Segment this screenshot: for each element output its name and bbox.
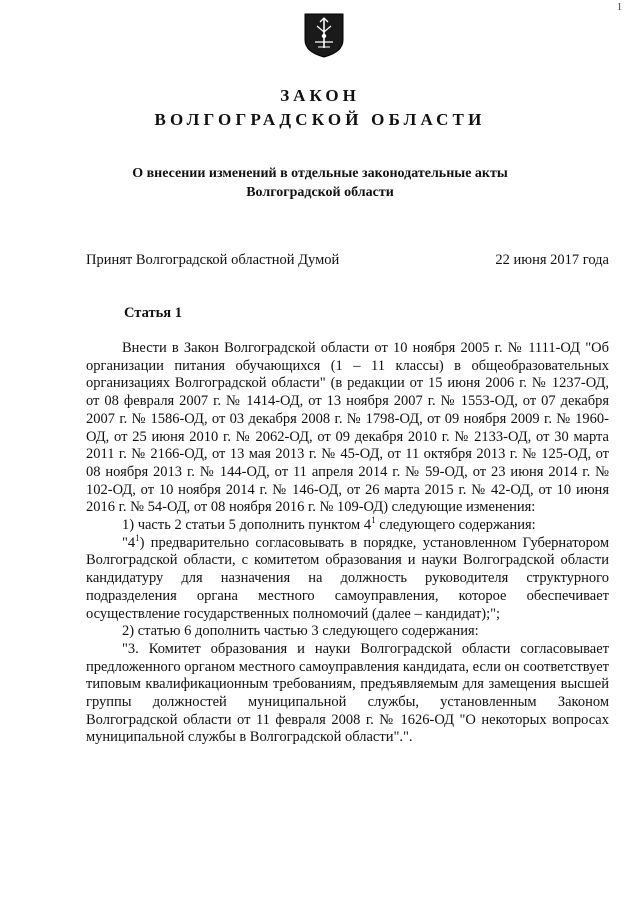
article-intro: Внести в Закон Волгоградской области от 10 ноября 2005 г. № 1111-ОД "Об организации питания обучающихся (1 – 11 классы) в общеобразовательных организациях Волгоградской области" (в редакции от 15 июня 2006 г. № 1237-ОД, от 08 февраля 2007 г. № 1414-ОД, от 13 ноября 2007 г. № 1553-ОД, от 07 декабря 2007 г. № 1586-ОД, от 03 декабря 2008 г. № 1798-ОД, от 09 ноября 2009 г. № 1960-ОД, от 25 июня 2010 г. № 2062-ОД, от 09 декабря 2010 г. № 2133-ОД, от 30 марта 2011 г. № 2166-ОД, от 13 мая 2013 г. № 45-ОД, от 11 октября 2013 г. № 125-ОД, от 08 ноября 2013 г. № 144-ОД, от 11 апреля 2014 г. № 59-ОД, от 23 июня 2014 г. № 102-ОД, от 10 ноября 2014 г. № 146-ОД, от 26 марта 2015 г. № 42-ОД, от 10 июня 2016 г. № 54-ОД, от 08 ноября 2016 г. № 109-ОД) следующие изменения: [86, 340, 609, 516]
amendment-quote-1 [86, 532, 609, 624]
subtitle-line: О внесении изменений в отдельные законодательные акты [132, 166, 508, 181]
superscript: 1 [371, 515, 376, 526]
law-subtitle [80, 164, 560, 202]
amendment-item-2: 2) статью 6 дополнить частью 3 следующего содержания: [122, 623, 479, 640]
article-heading: Статья 1 [124, 305, 182, 321]
adoption-date: 22 июня 2017 года [495, 252, 609, 268]
quote-text: ) предварительно согласовывать в порядке, установленном Губернатором Волгоградской области, с комитетом образования и науки Волгоградской области кандидатуру для назначения на должность руководителя структурного подразделения органа местного самоуправления, которое обеспечивает осуществление государственных полномочий (далее – кандидат);"; [86, 534, 609, 622]
subtitle-line: Волгоградской области [246, 185, 394, 200]
quote-text: "4 [122, 534, 136, 551]
amendment-quote-2: "3. Комитет образования и науки Волгоградской области согласовывает предложенного органом местного самоуправления кандидата, если он соответствует типовым квалификационным требованиям, предъявляемым для замещения высшей группы должностей муниципальной службы, установленным Законом Волгоградской области от 11 февраля 2008 г. № 1626-ОД "О некоторых вопросах муниципальной службы в Волгоградской области".". [86, 640, 609, 746]
coat-of-arms-icon [303, 12, 345, 58]
region-title: ВОЛГОГРАДСКОЙ ОБЛАСТИ [154, 110, 486, 129]
adopted-by: Принят Волгоградской областной Думой [86, 252, 340, 268]
adoption-line [86, 252, 609, 272]
item-text: 1) часть 2 статьи 5 дополнить пунктом 4 [122, 517, 372, 534]
article-body [86, 340, 609, 747]
page-number: 1 [617, 2, 622, 13]
amendment-item-1 [86, 517, 609, 535]
superscript: 1 [135, 532, 140, 543]
item-text: следующего содержания: [375, 517, 536, 534]
law-title: ЗАКОН [280, 86, 360, 105]
